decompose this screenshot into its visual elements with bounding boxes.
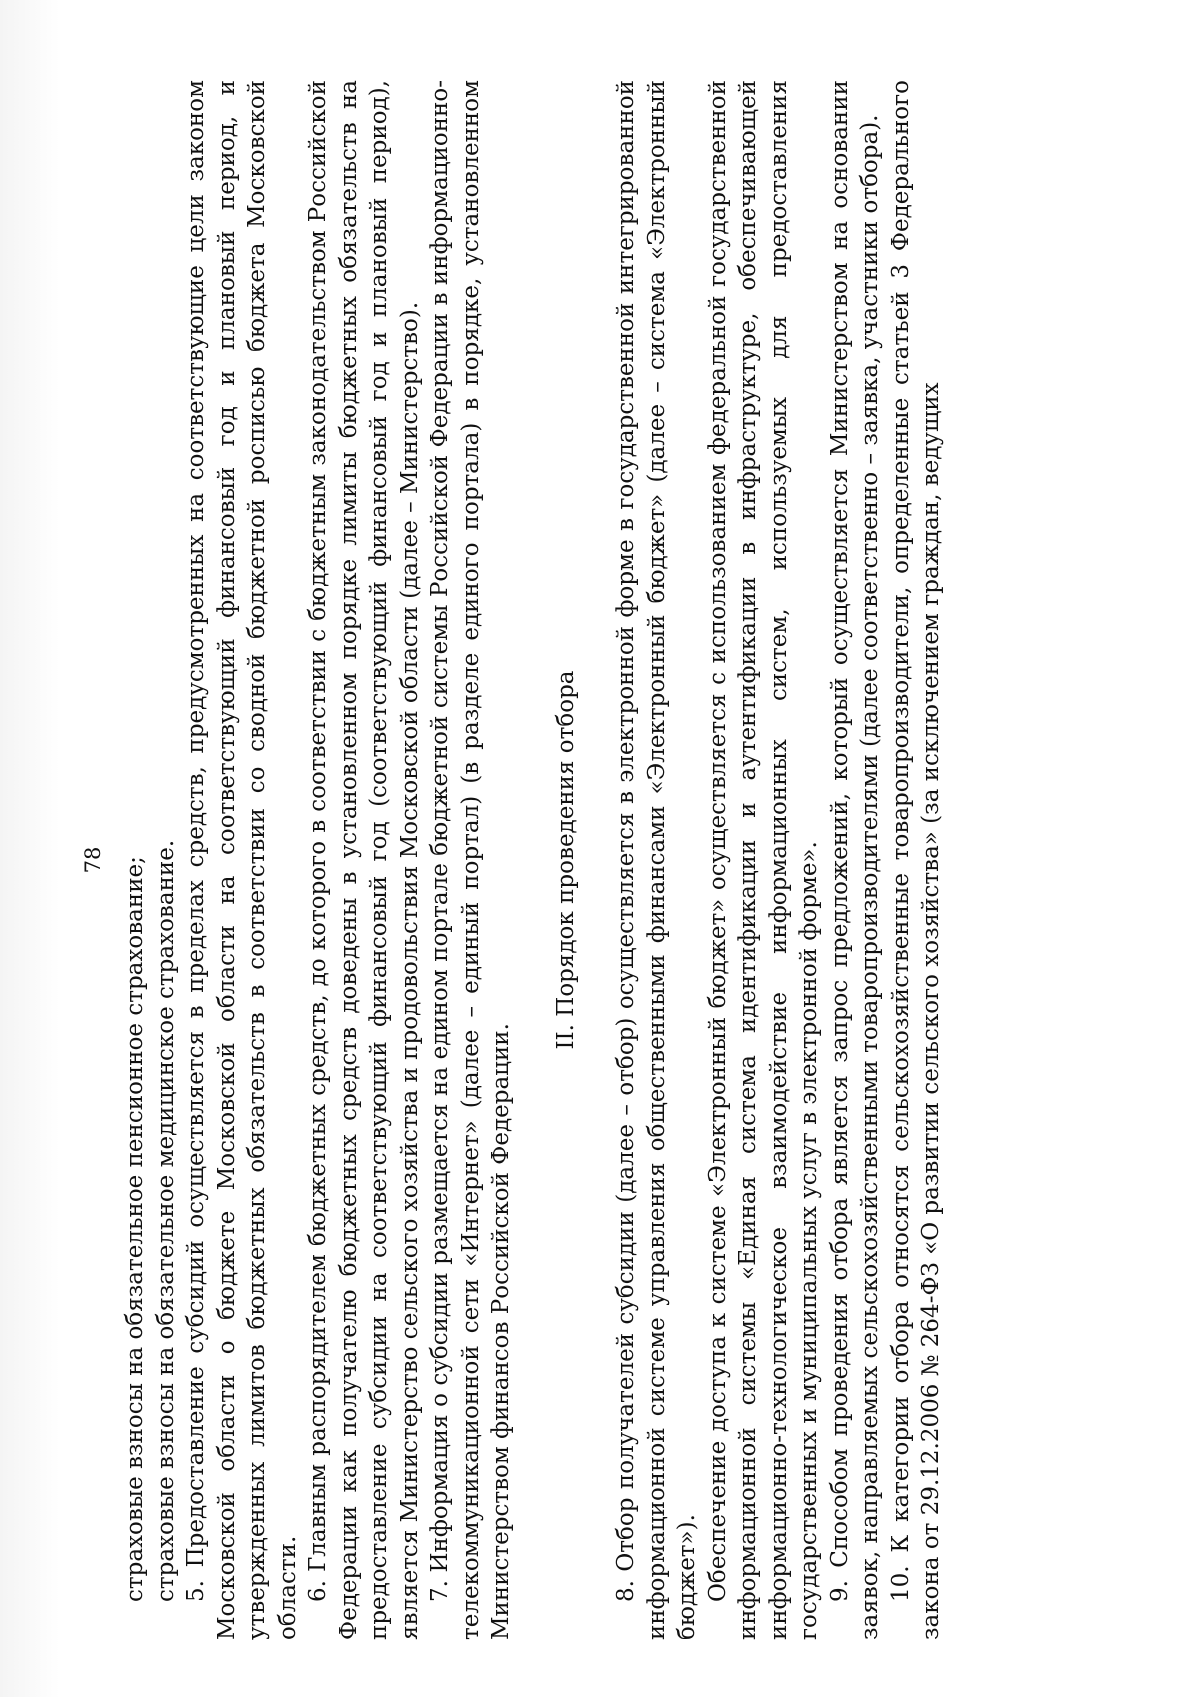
paragraph-pension-insurance: страховые взносы на обязательное пенсионное страхование; <box>122 856 148 1602</box>
paragraph-8: 8. Отбор получателей субсидии (далее – отбор) осуществляется в электронной форме в государственной интегрированной информационной системе управления общественными финансами «Электронный бюджет» (далее – система «Электронный бюджет»). <box>613 80 700 1640</box>
paragraph-10: 10. К категории отбора относятся сельскохозяйственные товаропроизводители, определенные статьей 3 Федерального закона от 29.12.2006 № 264-ФЗ «О развитии сельского хозяйства» (за исключением граждан, ведущих <box>887 80 944 1640</box>
rotated-text-block <box>81 80 1160 1640</box>
scan-edge-shadow <box>0 0 60 1697</box>
paragraph-9: 9. Способом проведения отбора является запрос предложений, который осуществляется Министерством на основании заявок, направляемых сельскохозяйственными товаропроизводителями (далее соответственно – заявка, участники отбора). <box>826 80 883 1640</box>
paragraph-6: 6. Главным распорядителем бюджетных средств, до которого в соответствии с бюджетным законодательством Российской Федерации как получателю бюджетных средств доведены в установленном порядке лимиты бюджетных обязательств на предоставление субсидии на соответствующий финансовый год (соответствующий финансовый год и плановый период), является Министерство сельского хозяйства и продовольствия Московской области (далее – Министерство). <box>305 80 423 1640</box>
paragraph-8-access: Обеспечение доступа к системе «Электронный бюджет» осуществляется с использованием федеральной государственной информационной системы «Единая система идентификации и аутентификации в инфраструктуре, обеспечивающей информационно-технологическое взаимодействие информационных систем, используемых для предоставления государственных и муниципальных услуг в электронной форме». <box>704 80 822 1640</box>
paragraph-5: 5. Предоставление субсидий осуществляется в пределах средств, предусмотренных на соответствующие цели законом Московской области о бюджете Московской области на соответствующий финансовый год и плановый период, и утвержденных лимитов бюджетных обязательств в соответствии со сводной бюджетной росписью бюджета Московской области. <box>183 80 301 1640</box>
paragraph-7: 7. Информация о субсидии размещается на едином портале бюджетной системы Российской Федерации в информационно-телекоммуникационной сети «Интернет» (далее – единый портал) (в разделе единого портала) в порядке, установленном Министерством финансов Российской Федерации. <box>427 80 514 1640</box>
paragraph-medical-insurance: страховые взносы на обязательное медицинское страхование. <box>152 839 179 1602</box>
page-number: 78 <box>81 846 105 874</box>
section-heading: II. Порядок проведения отбора <box>552 670 579 1050</box>
